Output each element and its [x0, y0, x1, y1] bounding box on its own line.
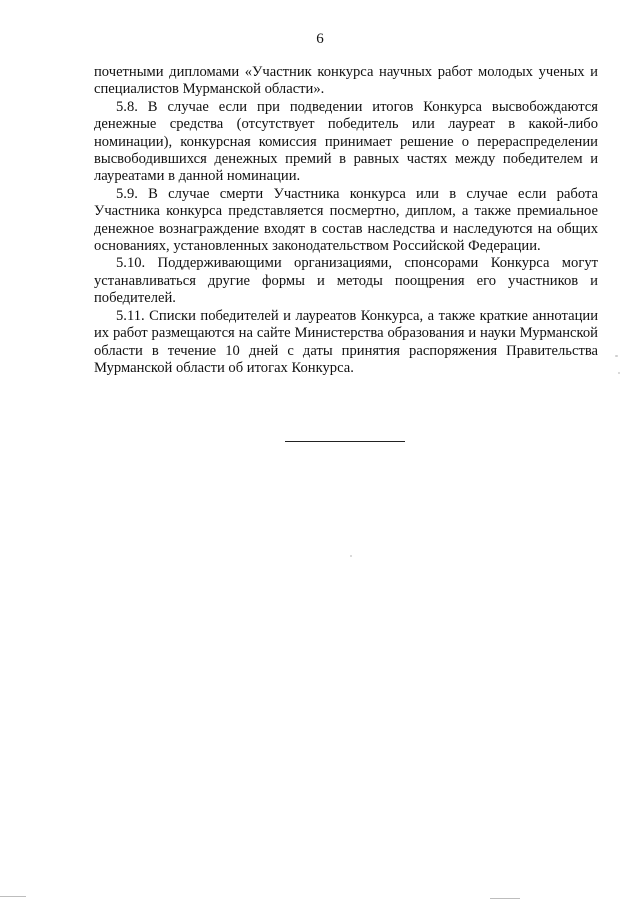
paragraph-5-9: 5.9. В случае смерти Участника конкурса или в случае если работа Участника конкурса представляется посмертно, диплом, а также премиальное денежное вознаграждение входят в состав наследства и наследуются на общих основаниях, установленных законодательством Российской Федерации.: [94, 185, 598, 255]
paragraph-diplomas: почетными дипломами «Участник конкурса научных работ молодых ученых и специалистов Мурманской области».: [94, 64, 598, 98]
paragraph-5-8: 5.8. В случае если при подведении итогов Конкурса высвобождаются денежные средства (отсутствует победитель или лауреат в какой-либо номинации), конкурсная комиссия принимает решение о перераспределении высвободившихся денежных премий в равных частях между победителем и лауреатами в данной номинации.: [94, 98, 598, 185]
scan-edge-mark: [0, 896, 26, 897]
scan-speck: [615, 355, 618, 357]
end-of-text-rule: [285, 441, 405, 442]
paragraph-5-10: 5.10. Поддерживающими организациями, спонсорами Конкурса могут устанавливаться другие формы и методы поощрения его участников и победителей.: [94, 255, 598, 307]
scan-edge-mark: [490, 898, 520, 899]
scan-speck: [618, 372, 620, 374]
paragraph-5-11: 5.11. Списки победителей и лауреатов Конкурса, а также краткие аннотации их работ размещаются на сайте Министерства образования и науки Мурманской области в течение 10 дней с даты принятия распоряжения Правительства Мурманской области об итогах Конкурса.: [94, 307, 598, 376]
page-number: 6: [316, 31, 324, 47]
body-text: [94, 64, 598, 377]
scan-speck: [350, 555, 352, 557]
